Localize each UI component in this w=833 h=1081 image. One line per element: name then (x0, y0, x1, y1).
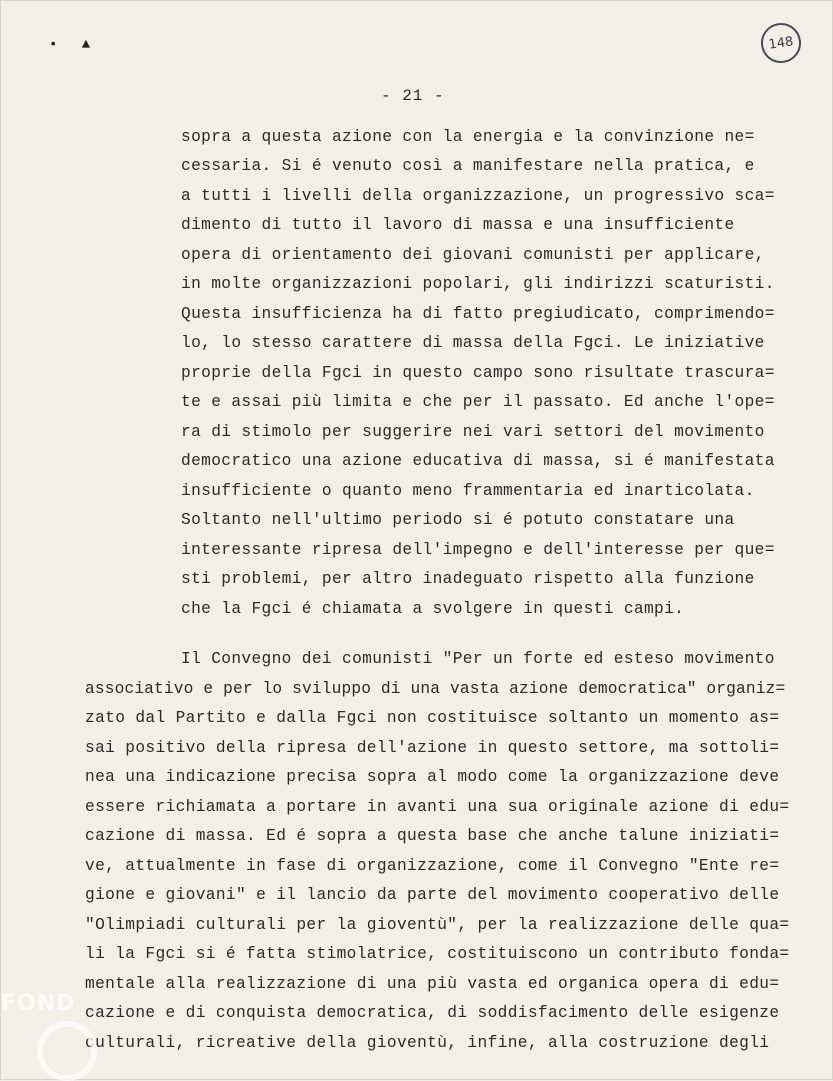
text-line: cazione e di conquista democratica, di soddisfacimento delle esigenze (85, 1004, 780, 1022)
text-line: "Olimpiadi culturali per la gioventù", per la realizzazione delle qua= (85, 916, 790, 934)
text-line: che la Fgci é chiamata a svolgere in questi campi. (181, 600, 685, 618)
text-line: Soltanto nell'ultimo periodo si é potuto constatare una (181, 511, 735, 529)
text-line: zato dal Partito e dalla Fgci non costituisce soltanto un momento as= (85, 709, 780, 727)
text-line: Il Convegno dei comunisti "Per un forte ed esteso movimento (181, 650, 775, 668)
text-line: associativo e per lo sviluppo di una vasta azione democratica" organiz= (85, 680, 786, 698)
watermark-logo-icon (37, 1021, 97, 1081)
text-line: democratico una azione educativa di massa, si é manifestata (181, 452, 775, 470)
text-line: in molte organizzazioni popolari, gli indirizzi scaturisti. (181, 275, 775, 293)
text-line: dimento di tutto il lavoro di massa e una insufficiente (181, 216, 735, 234)
text-line: cazione di massa. Ed é sopra a questa base che anche talune iniziati= (85, 827, 780, 845)
text-line: sai positivo della ripresa dell'azione in questo settore, ma sottoli= (85, 739, 780, 757)
text-line: Questa insufficienza ha di fatto pregiudicato, comprimendo= (181, 305, 775, 323)
text-line: opera di orientamento dei giovani comunisti per applicare, (181, 246, 765, 264)
text-line: essere richiamata a portare in avanti una sua originale azione di edu= (85, 798, 790, 816)
text-line: sopra a questa azione con la energia e la convinzione ne= (181, 128, 755, 146)
page-number: - 21 - (381, 87, 445, 105)
text-line: culturali, ricreative della gioventù, infine, alla costruzione degli (85, 1034, 770, 1052)
text-line: insufficiente o quanto meno frammentaria ed inarticolata. (181, 482, 755, 500)
text-line: nea una indicazione precisa sopra al modo come la organizzazione deve (85, 768, 780, 786)
text-line: sti problemi, per altro inadeguato rispetto alla funzione (181, 570, 755, 588)
text-line: li la Fgci si é fatta stimolatrice, costituiscono un contributo fonda= (85, 945, 790, 963)
text-line: ra di stimolo per suggerire nei vari settori del movimento (181, 423, 765, 441)
text-line: a tutti i livelli della organizzazione, un progressivo sca= (181, 187, 775, 205)
text-line: ve, attualmente in fase di organizzazione, come il Convegno "Ente re= (85, 857, 780, 875)
text-line: lo, lo stesso carattere di massa della Fgci. Le iniziative (181, 334, 765, 352)
corner-marks: • ▲ (49, 37, 99, 53)
text-line: cessaria. Si é venuto così a manifestare nella pratica, e (181, 157, 755, 175)
archive-watermark: FOND (1, 991, 76, 1016)
text-line: interessante ripresa dell'impegno e dell'interesse per que= (181, 541, 775, 559)
archive-stamp: 148 (758, 20, 803, 65)
text-line: mentale alla realizzazione di una più vasta ed organica opera di edu= (85, 975, 780, 993)
text-line: proprie della Fgci in questo campo sono risultate trascura= (181, 364, 775, 382)
text-line: te e assai più limita e che per il passato. Ed anche l'ope= (181, 393, 775, 411)
text-line: gione e giovani" e il lancio da parte del movimento cooperativo delle (85, 886, 780, 904)
